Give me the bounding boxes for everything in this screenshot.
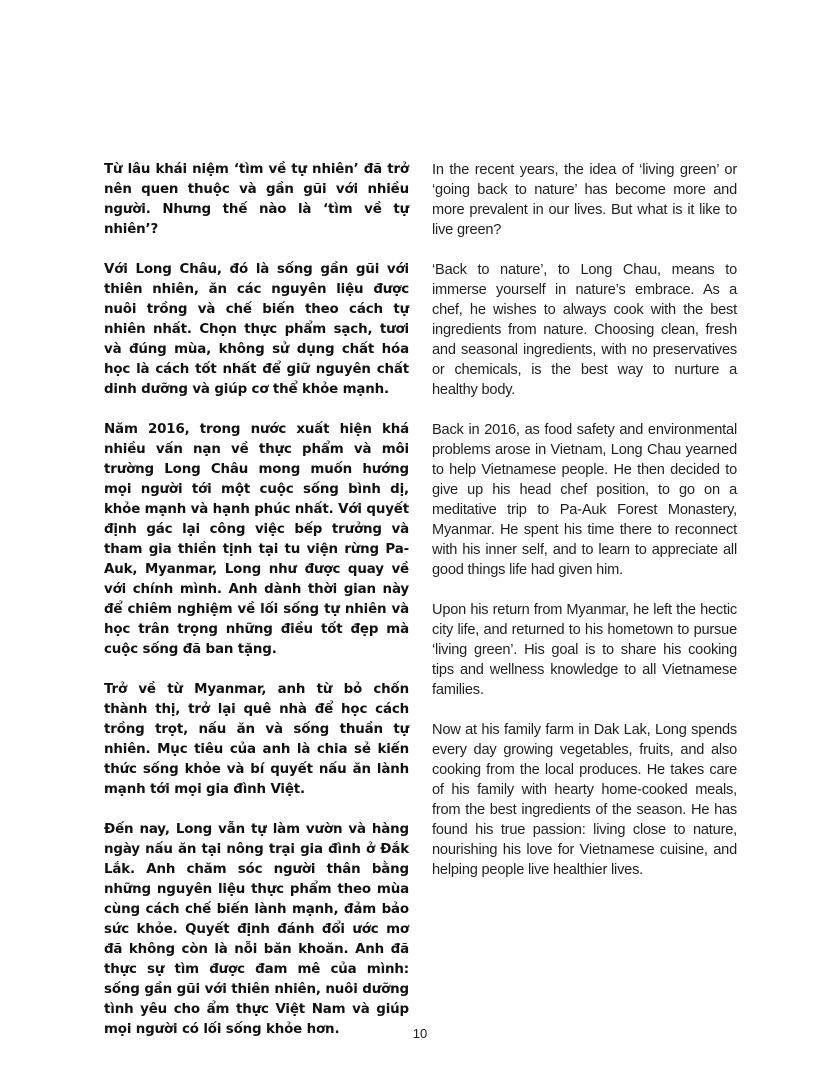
- english-paragraph-2: ‘Back to nature’, to Long Chau, means to immerse yourself in nature’s embrace. As a chef, he wishes to always cook with the best ingredients from nature. Choosing clean, fresh and seasonal ingredients, with no preservatives or chemicals, is the best way to nurture a healthy body.: [432, 262, 737, 398]
- vietnamese-paragraph-2: Với Long Châu, đó là sống gần gũi với thiên nhiên, ăn các nguyên liệu được nuôi trồng và chế biến theo cách tự nhiên nhất. Chọn thực phẩm sạch, tươi và đúng mùa, không sử dụng chất hóa học là cách tốt nhất để giữ nguyên chất dinh dưỡng và giúp cơ thể khỏe mạnh.: [104, 262, 409, 397]
- english-text-column: [432, 160, 737, 900]
- vietnamese-paragraph-4: Trở về từ Myanmar, anh từ bỏ chốn thành thị, trở lại quê nhà để học cách trồng trọt, nấu ăn và sống thuần tự nhiên. Mục tiêu của anh là chia sẻ kiến thức sống khỏe và bí quyết nấu ăn lành mạnh tới mọi gia đình Việt.: [104, 682, 409, 797]
- vietnamese-paragraph-5: Đến nay, Long vẫn tự làm vườn và hàng ngày nấu ăn tại nông trại gia đình ở Đắk Lắk. Anh chăm sóc người thân bằng những nguyên liệu thực phẩm theo mùa cùng cách chế biến lành mạnh, đảm bảo sức khỏe. Quyết định đánh đổi ước mơ đã không còn là nỗi băn khoăn. Anh đã thực sự tìm được đam mê của mình: sống gần gũi với thiên nhiên, nuôi dưỡng tình yêu cho ẩm thực Việt Nam và giúp mọi người có lối sống khỏe hơn.: [104, 822, 409, 1037]
- english-paragraph-4: Upon his return from Myanmar, he left the hectic city life, and returned to his hometown to pursue ‘living green’. His goal is to share his cooking tips and wellness knowledge to all Vietnamese families.: [432, 602, 737, 698]
- vietnamese-text-column: [104, 160, 409, 1060]
- english-paragraph-5: Now at his family farm in Dak Lak, Long spends every day growing vegetables, fruits, and also cooking from the local produces. He takes care of his family with hearty home-cooked meals, from the best ingredients of the season. He has found his true passion: living close to nature, nourishing his love for Vietnamese cuisine, and helping people live healthier lives.: [432, 722, 737, 878]
- english-paragraph-1: In the recent years, the idea of ‘living green’ or ‘going back to nature’ has become more and more prevalent in our lives. But what is it like to live green?: [432, 162, 737, 238]
- page-number: 10: [412, 1026, 428, 1041]
- english-paragraph-3: Back in 2016, as food safety and environmental problems arose in Vietnam, Long Chau yearned to help Vietnamese people. He then decided to give up his head chef position, to go on a meditative trip to Pa-Auk Forest Monastery, Myanmar. He spent his time there to reconnect with his inner self, and to learn to appreciate all good things life had given him.: [432, 422, 737, 578]
- vietnamese-paragraph-1: Từ lâu khái niệm ‘tìm về tự nhiên’ đã trở nên quen thuộc và gần gũi với nhiều người. Nhưng thế nào là ‘tìm về tự nhiên’?: [104, 162, 409, 237]
- vietnamese-paragraph-3: Năm 2016, trong nước xuất hiện khá nhiều vấn nạn về thực phẩm và môi trường Long Châu mong muốn hướng mọi người tới một cuộc sống bình dị, khỏe mạnh và hạnh phúc nhất. Với quyết định gác lại công việc bếp trưởng và tham gia thiền tịnh tại tu viện rừng Pa-Auk, Myanmar, Long như được quay về với chính mình. Anh dành thời gian này để chiêm nghiệm về lối sống tự nhiên và học trân trọng những điều tốt đẹp mà cuộc sống đã ban tặng.: [104, 422, 409, 657]
